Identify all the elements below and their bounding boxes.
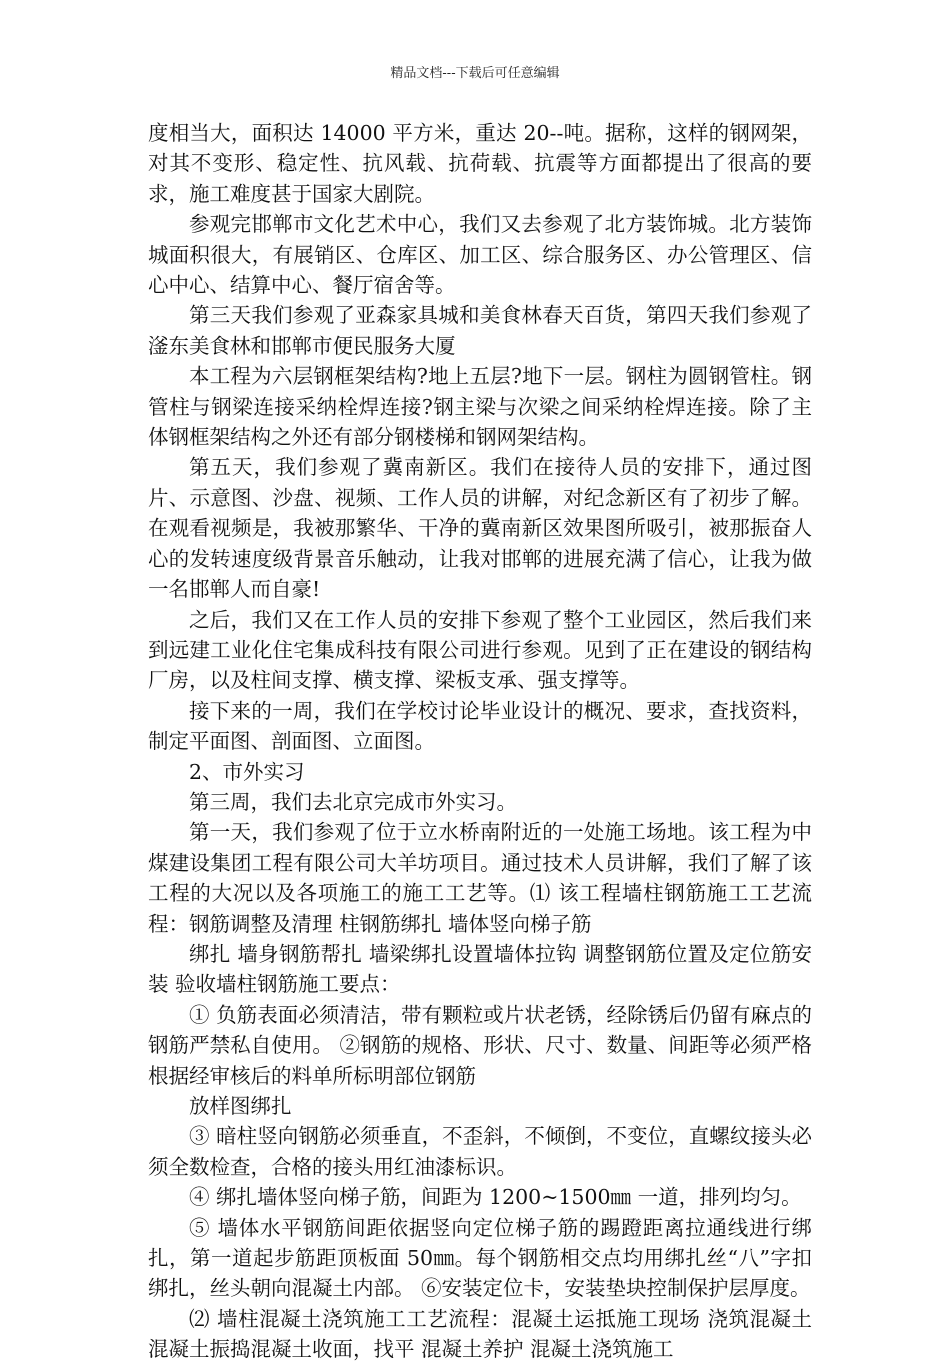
paragraph: 参观完邯郸市文化艺术中心，我们又去参观了北方装饰城。北方装饰城面积很大，有展销区、仓库区、加工区、综合服务区、办公管理区、信心中心、结算中心、餐厅宿舍等。: [148, 212, 812, 298]
page-header: 精品文档---下载后可任意编辑: [390, 66, 560, 81]
paragraph: 第三天我们参观了亚森家具城和美食林春天百货，第四天我们参观了滏东美食林和邯郸市便民服务大厦: [148, 303, 812, 358]
list-item: ① 负筋表面必须清洁，带有颗粒或片状老锈，经除锈后仍留有麻点的钢筋严禁私自使用。 ②钢筋的规格、形状、尺寸、数量、间距等必须严格根据经审核后的料单所标明部位钢筋: [148, 1002, 812, 1088]
paragraph: 接下来的一周，我们在学校讨论毕业设计的概况、要求，查找资料，制定平面图、剖面图、立面图。: [148, 698, 812, 754]
list-item: ⑤ 墙体水平钢筋间距依据竖向定位梯子筋的踢蹬距离拉通线进行绑扎，第一道起步筋距顶板面 50㎜。每个钢筋相交点均用绑扎丝“八”字扣绑扎，丝头朝向混凝土内部。 ⑥安装定位卡，安装垫块控制保护层厚度。: [148, 1215, 812, 1301]
paragraph: 度相当大，面积达 14000 平方米，重达 20--吨。据称，这样的钢网架，对其不变形、稳定性、抗风载、抗荷载、抗震等方面都提出了很高的要求，施工难度甚于国家大剧院。: [148, 121, 812, 206]
list-item: ④ 绑扎墙体竖向梯子筋，间距为 1200~1500㎜ 一道，排列均匀。: [189, 1185, 802, 1210]
paragraph: 本工程为六层钢框架结构?地上五层?地下一层。钢柱为圆钢管柱。钢管柱与钢梁连接采纳栓焊连接?钢主梁与次梁之间采纳栓焊连接。除了主体钢框架结构之外还有部分钢楼梯和钢网架结构。: [148, 364, 812, 450]
paragraph: 第三周，我们去北京完成市外实习。: [189, 789, 517, 814]
paragraph: 绑扎 墙身钢筋帮扎 墙梁绑扎设置墙体拉钩 调整钢筋位置及定位筋安装 验收墙柱钢筋施工要点：: [148, 941, 812, 997]
paragraph: 第一天，我们参观了位于立水桥南附近的一处施工场地。该工程为中煤建设集团工程有限公司大羊坊项目。通过技术人员讲解，我们了解了该工程的大况以及各项施工的施工工艺等。⑴ 该工程墙柱钢筋施工工艺流程：钢筋调整及清理 柱钢筋绑扎 墙体竖向梯子筋: [148, 820, 812, 936]
paragraph: ⑵ 墙柱混凝土浇筑施工工艺流程：混凝土运抵施工现场 浇筑混凝土 混凝土振捣混凝土收面，找平 混凝土养护 混凝土浇筑施工: [148, 1306, 812, 1362]
list-item: ③ 暗柱竖向钢筋必须垂直，不歪斜，不倾倒，不变位，直螺纹接头必须全数检查，合格的接头用红油漆标识。: [148, 1124, 812, 1179]
paragraph: 放样图绑扎: [189, 1094, 292, 1118]
paragraph: 之后，我们又在工作人员的安排下参观了整个工业园区，然后我们来到远建工业化住宅集成科技有限公司进行参观。见到了正在建设的钢结构厂房，以及柱间支撑、横支撑、梁板支承、强支撑等。: [148, 607, 812, 693]
paragraph: 第五天，我们参观了冀南新区。我们在接待人员的安排下，通过图片、示意图、沙盘、视频、工作人员的讲解，对纪念新区有了初步了解。在观看视频是，我被那繁华、干净的冀南新区效果图所吸引，被那振奋人心的发转速度级背景音乐触动，让我对邯郸的进展充满了信心，让我为做一名邯郸人而自豪!: [148, 455, 812, 602]
document-body: [148, 118, 812, 1365]
section-heading: 2、市外实习: [189, 759, 305, 784]
